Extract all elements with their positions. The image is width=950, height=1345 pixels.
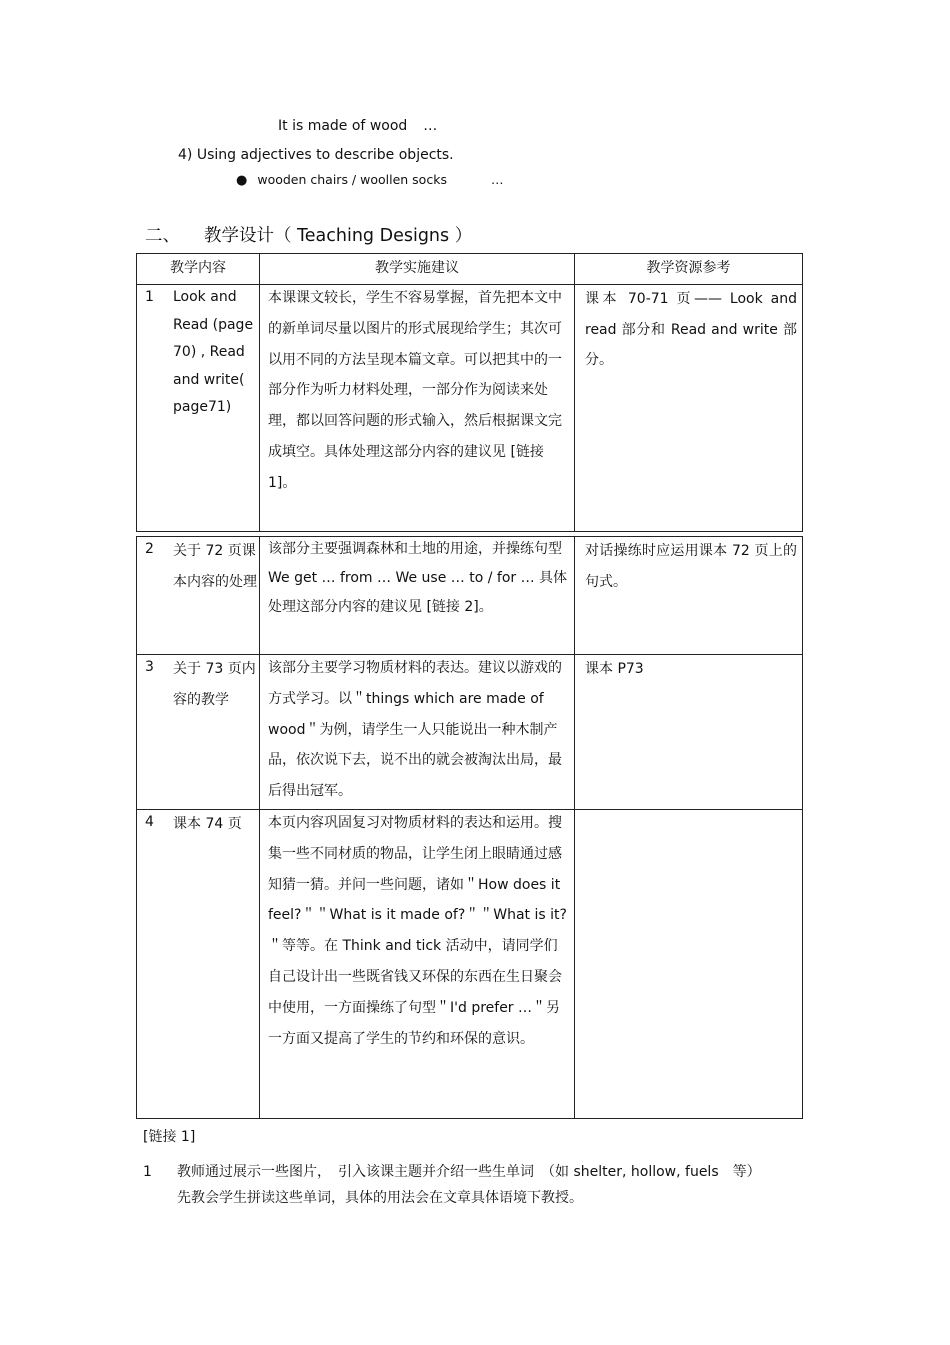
row1-suggestion-cell	[259, 284, 575, 532]
header-content-label: 教学内容	[170, 260, 226, 276]
row3-topic: 关于 73 页内容的教学	[173, 661, 256, 708]
link1-item-line1	[143, 1157, 761, 1187]
intro-line-examples	[236, 172, 503, 188]
intro-line1-text: It is made of wood	[278, 118, 408, 134]
intro-line-adjectives: 4) Using adjectives to describe objects.	[178, 147, 454, 163]
intro-line1-ellipsis: …	[423, 118, 438, 134]
row1-number: 1	[145, 289, 154, 305]
row3-suggestion-cell	[259, 654, 575, 810]
row2-suggestion: 该部分主要强调森林和土地的用途，并操练句型 We get … from … We use … to / for … 具体处理这部分内容的建议见 [链接 2]。	[268, 541, 568, 615]
row3-resource: 课本 P73	[585, 661, 644, 677]
header-cell-content	[136, 253, 260, 285]
intro-line3-ellipsis: …	[490, 172, 504, 187]
row4-suggestion-cell	[259, 809, 575, 1119]
row2-resource-cell	[574, 536, 803, 655]
row1-topic-cell	[136, 284, 260, 532]
section-number: 二、	[145, 226, 180, 246]
header-cell-resource	[574, 253, 803, 285]
teaching-design-table	[136, 253, 803, 1119]
section-title: 教学设计（ Teaching Designs ）	[204, 226, 473, 246]
row4-resource-cell	[574, 809, 803, 1119]
row4-suggestion: 本页内容巩固复习对物质材料的表达和运用。搜集一些不同材质的物品，让学生闭上眼睛通过感知猜一猜。并问一些问题，诸如＂How does it feel?＂＂What is it made of?＂＂What is it?＂等等。在 Think and tick 活动中，请同学们自己设计出一些既省钱又环保的东西在生日聚会中使用，一方面操练了句型＂I'd prefer …＂另一方面又提高了学生的节约和环保的意识。	[268, 815, 567, 1047]
link1-label: [链接 1]	[143, 1129, 196, 1145]
row3-suggestion: 该部分主要学习物质材料的表达。建议以游戏的方式学习。以＂things which are made of wood＂为例，请学生一人只能说出一种木制产品，依次说下去，说不出的就会被淘汰出局，最后得出冠军。	[268, 660, 562, 800]
row3-number: 3	[145, 659, 154, 675]
row3-resource-cell	[574, 654, 803, 810]
row2-number: 2	[145, 541, 154, 557]
row1-resource-cell	[574, 284, 803, 532]
row2-topic-cell	[136, 536, 260, 655]
row3-topic-cell	[136, 654, 260, 810]
row1-suggestion: 本课课文较长，学生不容易掌握，首先把本文中的新单词尽量以图片的形式展现给学生；其次可以用不同的方法呈现本篇文章。可以把其中的一部分作为听力材料处理，一部分作为阅读来处理，都以回答问题的形式输入，然后根据课文完成填空。具体处理这部分内容的建议见 [链接 1]。	[268, 290, 562, 491]
row2-suggestion-cell	[259, 536, 575, 655]
intro-line3-text: wooden chairs / woollen socks	[257, 172, 447, 187]
header-suggestion-label: 教学实施建议	[375, 260, 459, 276]
header-resource-label: 教学资源参考	[646, 260, 731, 276]
row1-resource: 课本 70-71 页—— Look and read 部分和 Read and write 部分。	[585, 291, 797, 368]
section-heading	[145, 222, 472, 247]
row2-resource: 对话操练时应运用课本 72 页上的句式。	[585, 543, 797, 590]
header-cell-suggestion	[259, 253, 575, 285]
link1-item-number: 1	[143, 1164, 152, 1180]
bullet-icon: ●	[236, 173, 248, 188]
row4-topic: 课本 74 页	[173, 816, 242, 832]
row4-number: 4	[145, 814, 154, 830]
link1-item-line2: 先教会学生拼读这些单词，具体的用法会在文章具体语境下教授。	[177, 1190, 583, 1206]
row2-topic: 关于 72 页课本内容的处理	[173, 543, 257, 590]
intro-line-made-of-wood	[278, 118, 437, 134]
row4-topic-cell	[136, 809, 260, 1119]
link1-item-text1: 教师通过展示一些图片， 引入该课主题并介绍一些生单词 （如 shelter, hollow, fuels 等）	[177, 1164, 761, 1180]
row1-topic: Look and Read (page 70) , Read and write( page71)	[173, 289, 254, 415]
